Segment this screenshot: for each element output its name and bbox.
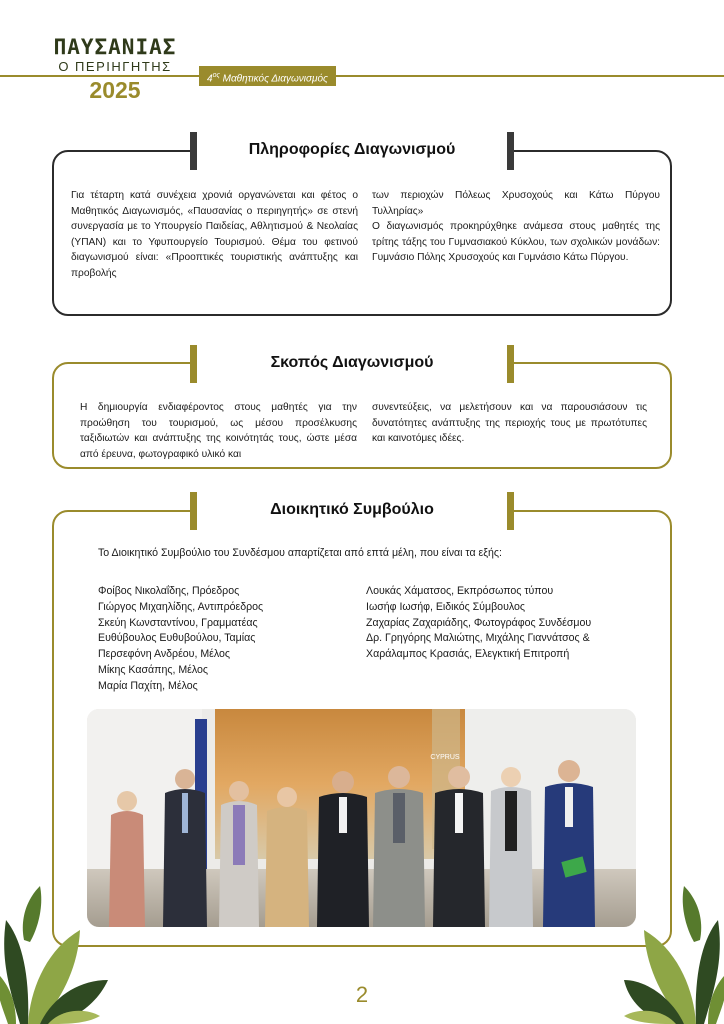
competition-tag [199, 66, 336, 86]
info-left-text: Για τέταρτη κατά συνέχεια χρονιά οργανώνεται και φέτος ο Μαθητικός Διαγωνισμός, «Παυσανίας ο περιηγητής» σε στενή συνεργασία με το Υπουργείο Παιδείας, Αθλητισμού & Νεολαίας (ΥΠΑΝ) και το Υφυπουργείο Τουρισμού. Θέμα του φετινού διαγωνισμού είναι: «Προοπτικές τουριστικής ανάπτυξης και προβολής [71, 190, 358, 279]
logo-title: ΠΑΥΣΑΝΙΑΣ [53, 35, 177, 59]
member-line: Χαράλαμπος Κρασιάς, Ελεγκτική Επιτροπή [366, 648, 570, 661]
purpose-section-header [194, 345, 510, 381]
info-right-text-2: Ο διαγωνισμός προκηρύχθηκε ανάμεσα στους μαθητές της τρίτης τάξης του Γυμνασιακού Κύκλου, των σχολικών μονάδων: Γυμνάσιο Πόλης Χρυσοχούς και Γυμνάσιο Κάτω Πύργου. [372, 221, 660, 264]
member-line: Περσεφόνη Ανδρέου, Μέλος [98, 648, 231, 661]
group-photo-illustration [87, 709, 636, 927]
title-bar-right [507, 132, 514, 170]
board-group-photo [87, 709, 636, 927]
photo-sign-text: CYPRUS [430, 754, 460, 761]
member-line: Μαρία Παχίτη, Μέλος [98, 679, 198, 692]
page-number: 2 [355, 982, 369, 1007]
member-line: Σκεύη Κωνσταντίνου, Γραμματέας [98, 616, 258, 629]
info-left-column [71, 188, 358, 282]
board-intro-text: Το Διοικητικό Συμβούλιο του Συνδέσμου απαρτίζεται από επτά μέλη, που είναι τα εξής: [98, 547, 502, 559]
logo-year: 2025 [89, 77, 141, 103]
title-bar-right [507, 345, 514, 383]
board-members-right [366, 584, 591, 663]
purpose-left-text: Η δημιουργία ενδιαφέροντος στους μαθητές για την προώθηση του τουρισμού, ως μέσου προσέλκυσης ταξιδιωτών και ανάπτυξης της κοινότητάς τους, ώστε μέσα από έρευνα, φωτογραφικό υλικό και [80, 402, 357, 460]
member-line: Ιωσήφ Ιωσήφ, Ειδικός Σύμβουλος [366, 600, 525, 613]
info-section-title: Πληροφορίες Διαγωνισμού [248, 141, 456, 158]
board-members-left [98, 584, 263, 695]
tag-number: 4 [207, 73, 213, 85]
member-line: Δρ. Γρηγόρης Μαλιώτης, Μιχάλης Γιαννάτσος & [366, 632, 590, 645]
logo-subtitle: Ο ΠΕΡΙΗΓΗΤΗΣ [54, 60, 175, 74]
info-right-text-1: των περιοχών Πόλεως Χρυσοχούς και Κάτω Πύργου Τυλληρίας» [372, 190, 660, 217]
member-line: Λουκάς Χάματσος, Εκπρόσωπος τύπου [366, 585, 554, 597]
member-line: Μίκης Κασάπης, Μέλος [98, 663, 209, 676]
member-line: Ζαχαρίας Ζαχαριάδης, Φωτογράφος Συνδέσμου [366, 616, 592, 629]
member-line: Γιώργος Μιχαηλίδης, Αντιπρόεδρος [98, 600, 264, 613]
purpose-left-column [80, 400, 357, 462]
board-intro [98, 546, 502, 562]
board-section-title: Διοικητικό Συμβούλιο [270, 501, 434, 518]
board-section-header [194, 492, 510, 528]
logo [30, 36, 200, 103]
tag-text: Μαθητικός Διαγωνισμός [219, 73, 328, 85]
info-right-column [372, 188, 660, 266]
member-line: Ευθύβουλος Ευθυβούλου, Ταμίας [98, 632, 256, 645]
info-section-header [194, 132, 510, 168]
member-line: Φοίβος Νικολαΐδης, Πρόεδρος [98, 585, 240, 597]
tag-superscript: ος [212, 72, 220, 79]
purpose-section-title: Σκοπός Διαγωνισμού [270, 354, 434, 371]
purpose-right-text: συνεντεύξεις, να μελετήσουν και να παρουσιάσουν τις δυνατότητες ανάπτυξης της περιοχής τους με πρωτότυπες και καινοτόμες ιδέες. [372, 402, 647, 445]
purpose-right-column [372, 400, 647, 447]
title-bar-right [507, 492, 514, 530]
